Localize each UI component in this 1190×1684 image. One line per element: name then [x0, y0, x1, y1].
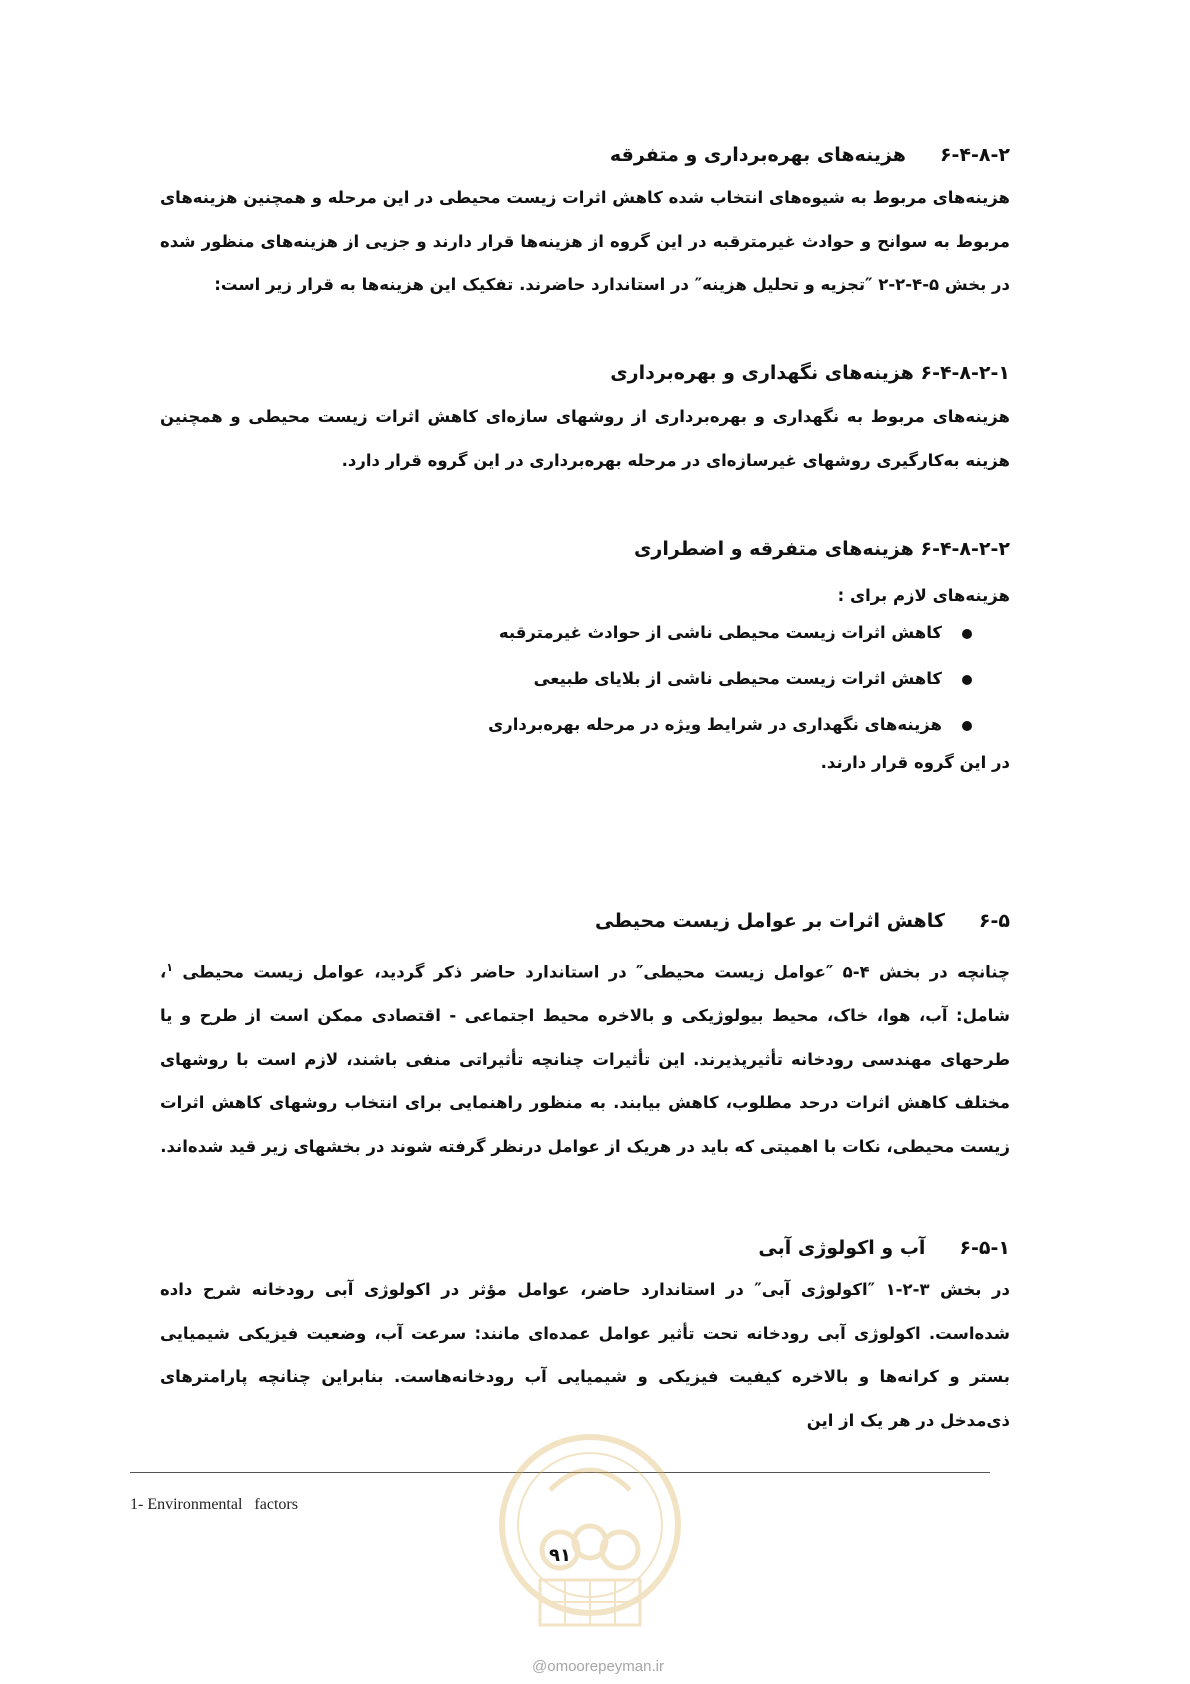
paragraph-text: ، شامل: آب، هوا، خاک، محیط بیولوژیکی و بالاخره محیط اجتماعی - اقتصادی ممکن است از طرح و یا طرحهای مهندسی رودخانه تأثیرپذیرند. این تأثیرات چنانچه تأثیراتی منفی باشند، لازم است با روشهای مختلف کاهش اثرات درحد مطلوب، کاهش بیابند. به منظور راهنمایی برای انتخاب روشهای کاهش اثرات زیست محیطی، نکات با اهمیتی که باید در هریک از عوامل درنظر گرفته شوند در بخشهای زیر قید شده‌اند. [160, 962, 1010, 1156]
paragraph-text: چنانچه در بخش ۴-۵ ″عوامل زیست محیطی″ در استاندارد حاضر ذکر گردید، عوامل زیست محیطی [182, 962, 1010, 982]
list-item-text: کاهش اثرات زیست محیطی ناشی از حوادث غیرمترقبه [498, 623, 942, 642]
footnote: 1- Environmental factors [130, 1496, 298, 1513]
bullet-icon [962, 629, 972, 639]
subsection-heading: ۶-۴-۸-۲-۲ هزینه‌های متفرقه و اضطراری [634, 538, 1010, 560]
watermark-site: @omoorepeyman.ir [532, 1658, 664, 1675]
section-number: ۶-۵-۱ [959, 1237, 1010, 1259]
subsection-heading: ۶-۴-۸-۲-۱ هزینه‌های نگهداری و بهره‌برداری [610, 362, 1010, 384]
list-outro: در این گروه قرار دارند. [820, 753, 1010, 772]
section-paragraph: در بخش ۳-۲-۱ ″اکولوژی آبی″ در استاندارد حاضر، عوامل مؤثر در اکولوژی آبی رودخانه شرح داده شده‌است. اکولوژی آبی رودخانه تحت تأثیر عوامل عمده‌ای مانند: سرعت آب، وضعیت فیزیکی شیمیایی بستر و کرانه‌ها و بالاخره کیفیت فیزیکی و شیمیایی آب رودخانه‌هاست. بنابراین چنانچه پارامترهای ذی‌مدخل در هر یک از این [160, 1280, 1010, 1430]
section-title: هزینه‌های بهره‌برداری و متفرقه [609, 144, 906, 166]
section-paragraph [160, 946, 1010, 1168]
list-intro: هزینه‌های لازم برای : [837, 586, 1010, 605]
bullet-list [172, 610, 972, 748]
section-heading [160, 906, 1010, 936]
list-item-text: هزینه‌های نگهداری در شرایط ویژه در مرحله بهره‌برداری [488, 715, 942, 734]
list-item [172, 610, 972, 656]
bullet-icon [962, 721, 972, 731]
section-number: ۶-۴-۸-۲ [939, 144, 1010, 166]
section-number: ۶-۵ [978, 910, 1010, 932]
section-heading [160, 140, 1010, 170]
watermark-logo-icon [490, 1430, 690, 1650]
section-title: آب و اکولوژی آبی [758, 1237, 926, 1259]
list-item [172, 656, 972, 702]
list-item [172, 702, 972, 748]
section-heading [160, 1233, 1010, 1263]
bullet-icon [962, 675, 972, 685]
section-paragraph: هزینه‌های مربوط به شیوه‌های انتخاب شده کاهش اثرات زیست محیطی در این مرحله و همچنین هزینه‌های مربوط به سوانح و حوادث غیرمترقبه در این گروه از هزینه‌ها قرار دارند و جزیی از هزینه‌های منظور شده در بخش ۵-۴-۲-۲ ″تجزیه و تحلیل هزینه″ در استاندارد حاضرند. تفکیک این هزینه‌ها به قرار زیر است: [160, 188, 1010, 294]
subsection-paragraph: هزینه‌های مربوط به نگهداری و بهره‌برداری از روشهای سازه‌ای کاهش اثرات زیست محیطی و همچنین هزینه به‌کارگیری روشهای غیرسازه‌ای در مرحله بهره‌برداری در این گروه قرار دارد. [160, 407, 1010, 470]
footnote-marker: ۱ [166, 961, 173, 974]
section-title: کاهش اثرات بر عوامل زیست محیطی [595, 910, 945, 932]
page-number: ۹۱ [549, 1545, 571, 1566]
list-item-text: کاهش اثرات زیست محیطی ناشی از بلایای طبیعی [533, 669, 942, 688]
